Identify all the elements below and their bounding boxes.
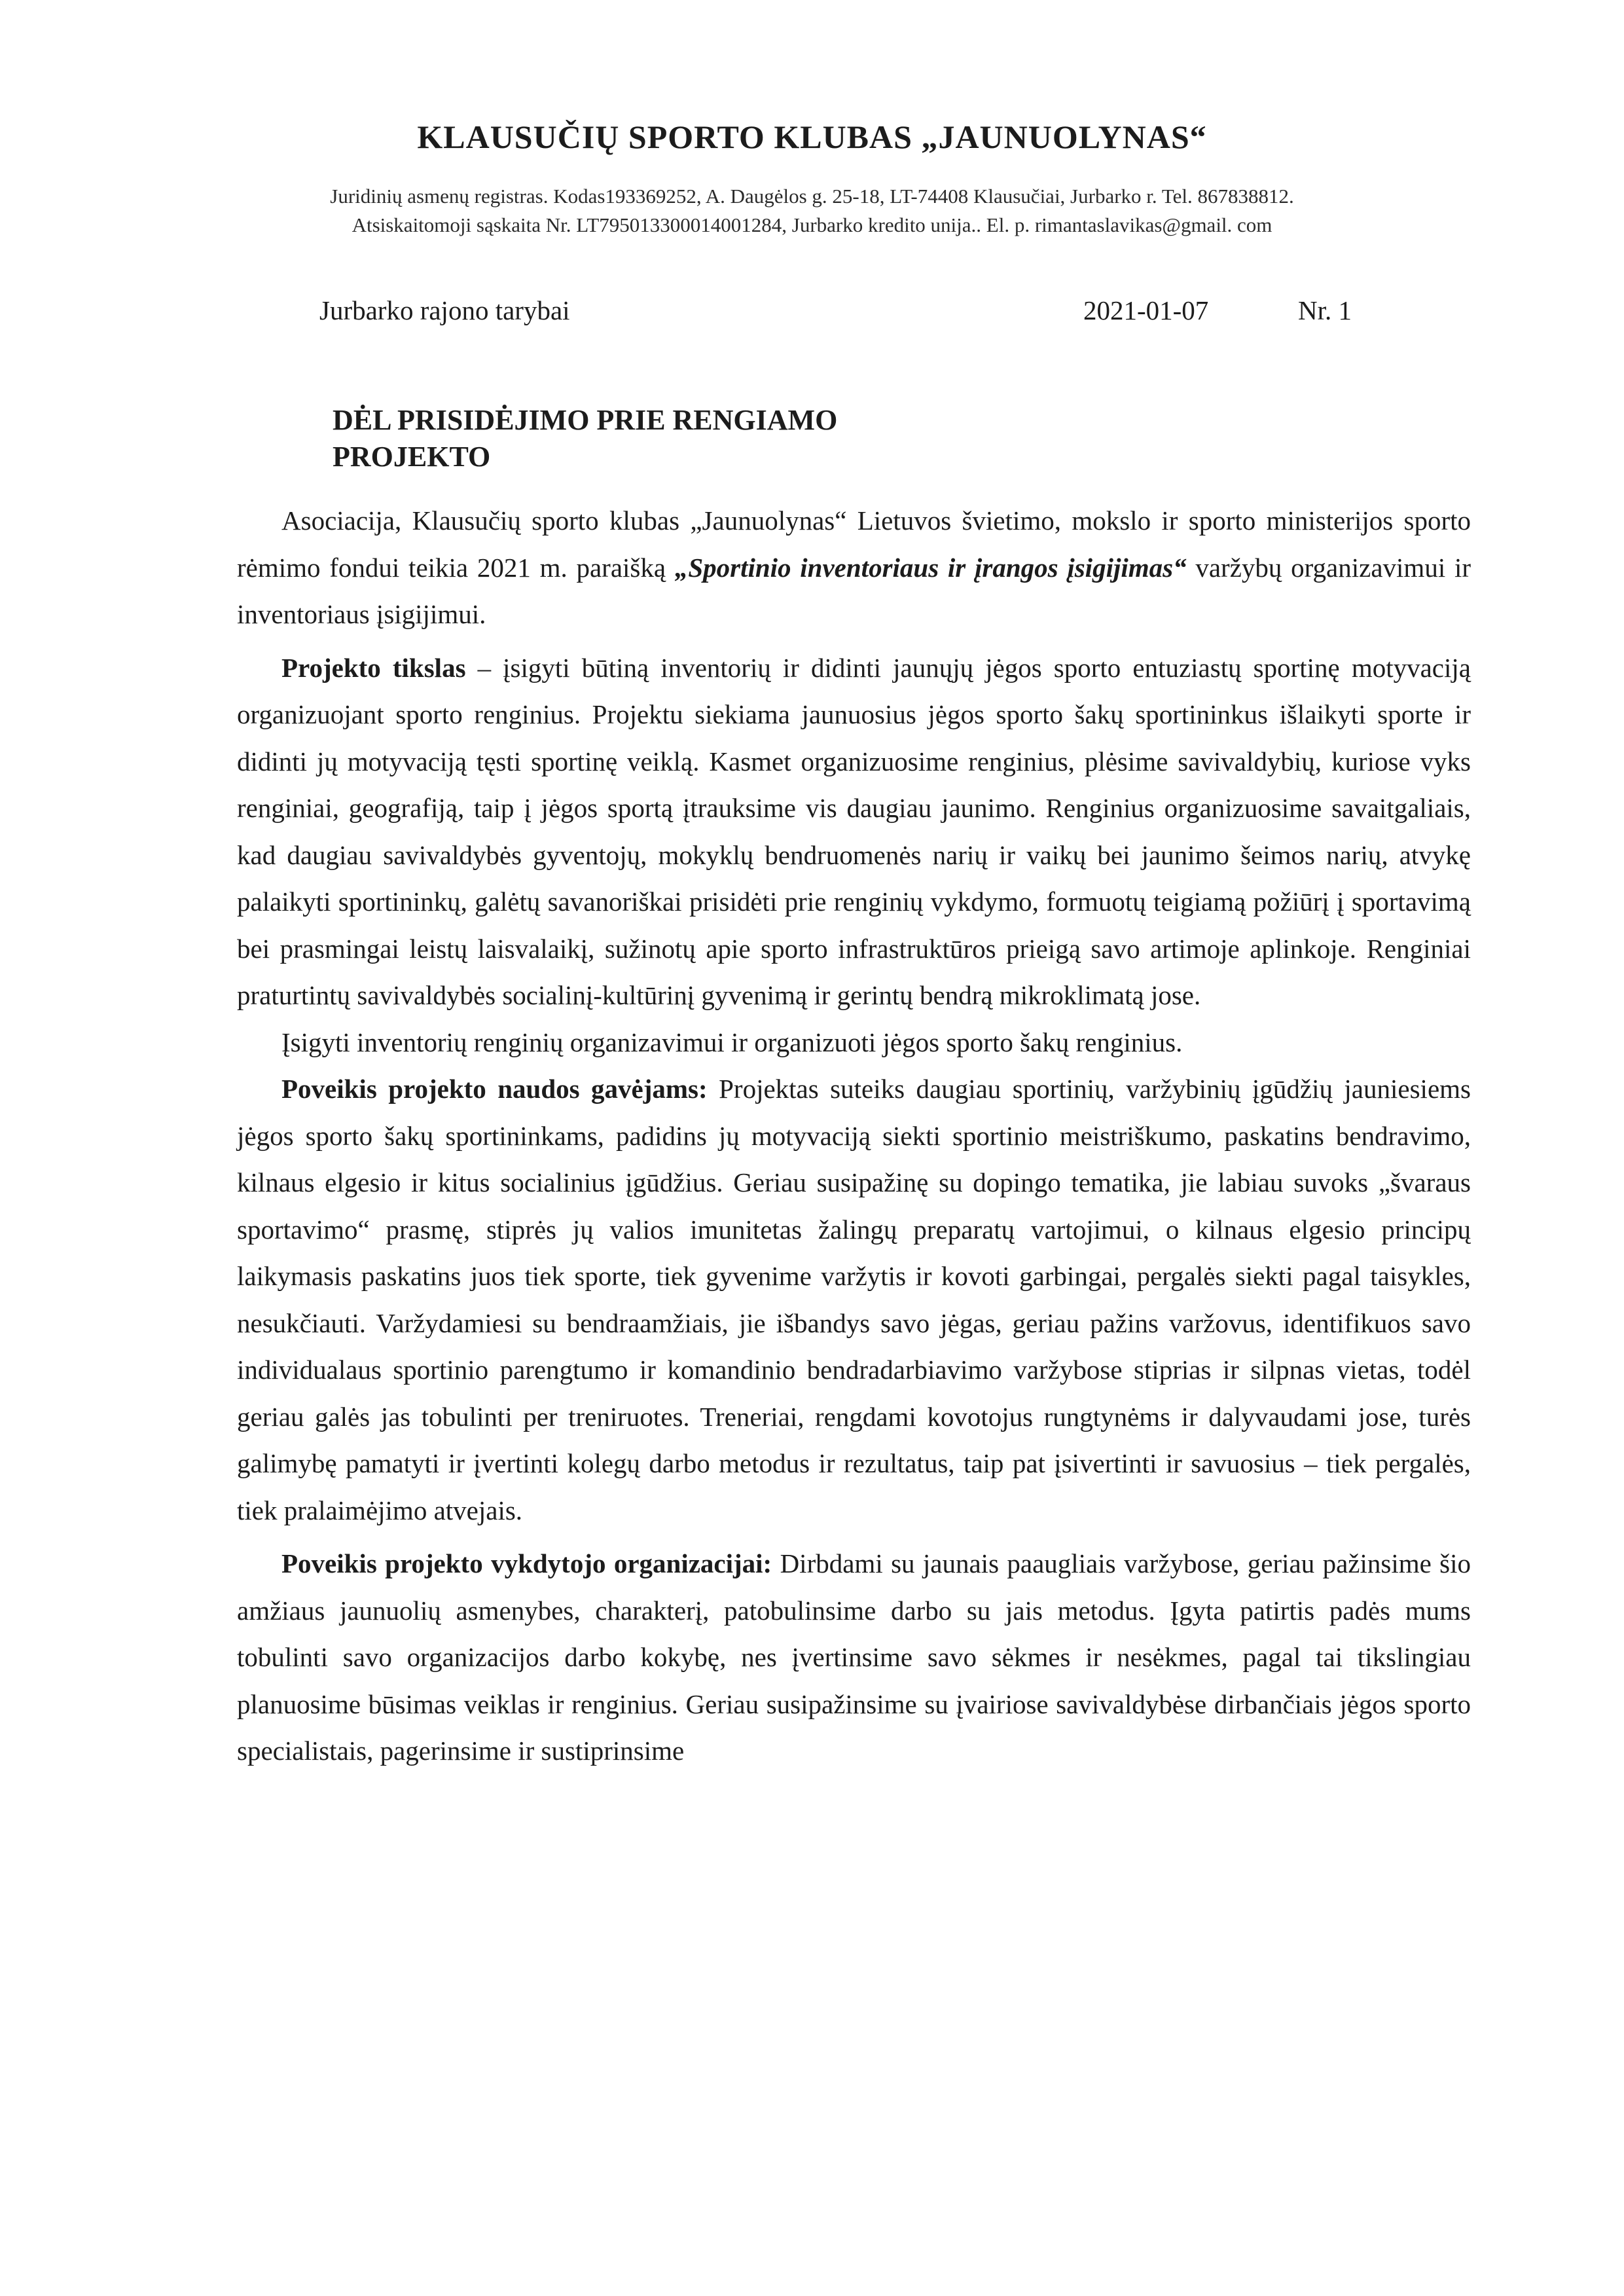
letter-body — [237, 498, 1471, 1775]
project-title: „Sportinio inventoriaus ir įrangos įsigijimas“ — [674, 552, 1187, 583]
intro-text-end: varžybų organizavimui ir inventoriaus įsigijimui. — [237, 552, 1471, 629]
impact-organization-label: Poveikis projekto vykdytojo organizacijai: — [281, 1548, 772, 1578]
subject-line-1: DĖL PRISIDĖJIMO PRIE RENGIAMO — [333, 404, 838, 436]
goal-text: – įsigyti būtiną inventorių ir didinti jaunųjų jėgos sporto entuziastų sportinę motyvaciją organizuojant sporto renginius. Projektu siekiama jaunuosius jėgos sporto šakų sportininkus išlaikyti sporte ir didinti jų motyvaciją tęsti sportinę veiklą. Kasmet organizuosime renginius, plėsime savivaldybių, kuriose vyks renginiai, geografiją, taip į jėgos sportą įtrauksime vis daugiau jaunimo. Renginius organizuosime savaitgaliais, kad daugiau savivaldybės gyventojų, mokyklų bendruomenės narių ir vaikų bei jaunimo šeimos narių, atvykę palaikyti sportininkų, galėtų savanoriškai prisidėti prie renginių vykdymo, formuotų teigiamą požiūrį į sportavimą bei prasmingai leistų laisvalaikį, sužinotų apie sporto infrastruktūros prieigą savo artimoje aplinkoje. Renginiai praturtintų savivaldybės socialinį-kultūrinį gyvenimą ir gerintų bendrą mikroklimatą jose. — [237, 652, 1471, 1010]
impact-organization-text: Dirbdami su jaunais paaugliais varžybose, geriau pažinsime šio amžiaus jaunuolių asmenybes, charakterį, patobulinsime darbo su jais metodus. Įgyta patirtis padės mums tobulinti savo organizacijos darbo kokybę, nes įvertinsime savo sėkmes ir nesėkmes, pagal tai tikslingiau planuosime būsimas veiklas ir renginius. Geriau susipažinsime su įvairiose savivaldybėse dirbančiais jėgos sporto specialistais, pagerinsime ir sustiprinsime — [237, 1548, 1471, 1766]
subject-line-2: PROJEKTO — [333, 441, 491, 473]
org-title: KLAUSUČIŲ SPORTO KLUBAS „JAUNUOLYNAS“ — [417, 118, 1207, 155]
addressee: Jurbarko rajono tarybai — [319, 295, 570, 325]
intro-text: Asociacija, Klausučių sporto klubas „Jaunuolynas“ Lietuvos švietimo, mokslo ir sporto ministerijos sporto rėmimo fondui teikia 2021 m. paraišką — [237, 505, 1471, 583]
paragraph-impact-beneficiaries — [237, 1066, 1471, 1534]
paragraph-goal — [237, 645, 1471, 1019]
paragraph-intro — [237, 498, 1471, 638]
letter-subject — [333, 402, 922, 475]
paragraph-impact-organization — [237, 1540, 1471, 1775]
impact-beneficiaries-label: Poveikis projekto naudos gavėjams: — [281, 1074, 708, 1104]
letter-date: 2021-01-07 — [1083, 295, 1209, 325]
letter-number: Nr. 1 — [1298, 295, 1352, 325]
registry-line: Juridinių asmenų registras. Kodas193369252, A. Daugėlos g. 25-18, LT-74408 Klausučiai, Jurbarko r. Tel. 867838812. — [330, 185, 1294, 208]
paragraph-activity — [237, 1019, 1471, 1066]
account-line: Atsiskaitomoji sąskaita Nr. LT795013300014001284, Jurbarko kredito unija.. El. p. rimantaslavikas@gmail. com — [352, 213, 1272, 236]
impact-beneficiaries-text: Projektas suteiks daugiau sportinių, varžybinių įgūdžių jauniesiems jėgos sporto šakų sportininkams, padidins jų motyvaciją siekti sportinio meistriškumo, paskatins bendravimo, kilnaus elgesio ir kitus socialinius įgūdžius. Geriau susipažinę su dopingo tematika, jie labiau suvoks „švaraus sportavimo“ prasmę, stiprės jų valios imunitetas žalingų preparatų vartojimui, o kilnaus elgesio principų laikymasis paskatins juos tiek sporte, tiek gyvenime varžytis ir kovoti garbingai, pergalės siekti pagal taisykles, nesukčiauti. Varžydamiesi su bendraamžiais, jie išbandys savo jėgas, geriau pažins varžovus, identifikuos savo individualaus sportinio parengtumo ir komandinio bendradarbiavimo varžybose stiprias ir silpnas vietas, todėl geriau galės jas tobulinti per treniruotes. Treneriai, rengdami kovotojus rungtynėms ir dalyvaudami jose, turės galimybę pamatyti ir įvertinti kolegų darbo metodus ir rezultatus, taip pat įsivertinti ir savuosius – tiek pergalės, tiek pralaimėjimo atvejais. — [237, 1074, 1471, 1525]
goal-label: Projekto tikslas — [281, 652, 466, 683]
activity-text: Įsigyti inventorių renginių organizavimui ir organizuoti jėgos sporto šakų renginius. — [281, 1027, 1183, 1057]
